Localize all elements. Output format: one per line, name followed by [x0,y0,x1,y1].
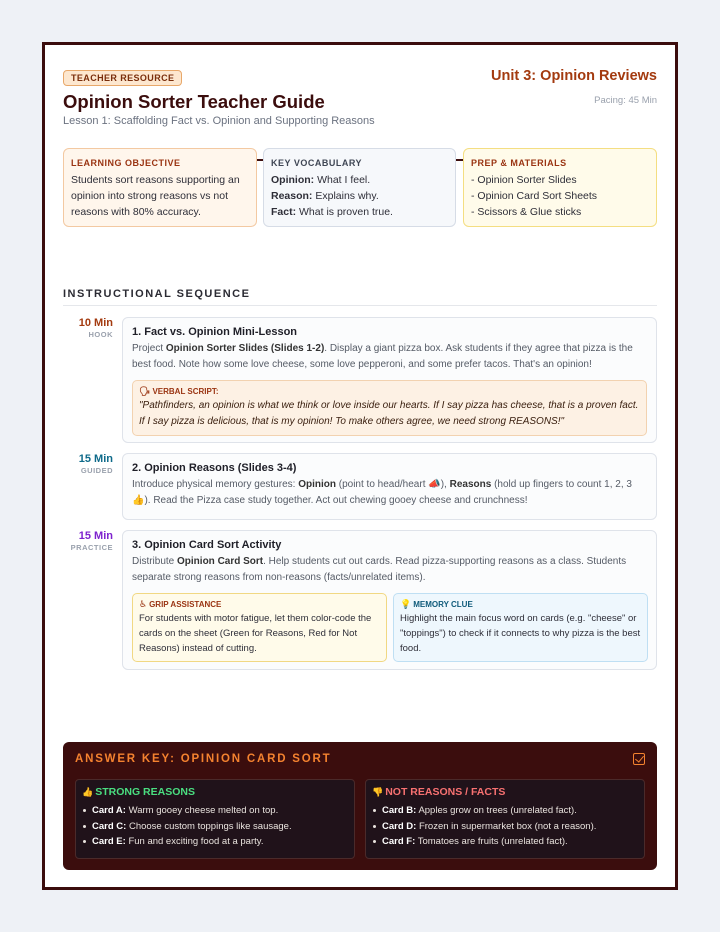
grip-assistance-text: For students with motor fatigue, let them color-code the cards on the sheet (Green for Reasons, Red for Not Reasons) instead of cutting. [139,613,372,654]
sequence-heading: INSTRUCTIONAL SEQUENCE [63,288,657,306]
list-item: Card E: Fun and exciting food at a party. [82,834,348,850]
thumbs-up-icon: 👍 [82,787,94,797]
not-reasons-column [365,779,645,859]
grip-assistance-box [132,593,387,662]
step-card [122,530,657,670]
prep-materials-box [463,148,657,227]
vocab-definition: What is proven true. [299,206,393,218]
vocab-item [271,188,448,204]
step-title: 2. Opinion Reasons (Slides 3-4) [132,462,297,474]
accessibility-icon: ♿ [139,599,148,609]
step-time [63,317,113,339]
step-time [63,453,113,475]
answer-key-title: ANSWER KEY: OPINION CARD SORT [75,753,332,765]
step-title: 1. Fact vs. Opinion Mini-Lesson [132,326,298,338]
speaker-icon: 🗣 [139,386,151,396]
step-body: Distribute Opinion Card Sort. Help students cut out cards. Read pizza-supporting reasons as a class. Students separate strong reasons from non-reasons (facts/unrelated items). [132,556,627,583]
lesson-subtitle: Lesson 1: Scaffolding Fact vs. Opinion and Supporting Reasons [63,115,375,127]
header [63,67,657,161]
step-phase: HOOK [88,330,113,339]
step-card [122,453,657,520]
materials-item: - Opinion Card Sort Sheets [471,190,598,202]
list-item: Card F: Tomatoes are fruits (unrelated fact). [372,834,638,850]
key-vocabulary-box [263,148,456,227]
step-phase: PRACTICE [70,543,113,552]
lightbulb-icon: 💡 [400,599,412,609]
memory-clue-label: 💡 MEMORY CLUE [400,599,473,609]
objective-heading: LEARNING OBJECTIVE [71,158,181,168]
list-item: Card B: Apples grow on trees (unrelated fact). [372,803,638,819]
step-minutes: 10 Min [78,317,113,329]
step-phase: GUIDED [80,466,113,475]
page-title: Opinion Sorter Teacher Guide [63,91,325,112]
not-reasons-list [372,803,638,850]
objective-line: Students sort reasons supporting an [71,174,240,186]
learning-objective-box [63,148,257,227]
materials-item: - Opinion Sorter Slides [471,174,577,186]
resource-badge: TEACHER RESOURCE [63,70,182,86]
vocab-definition: What I feel. [317,174,371,186]
step-minutes: 15 Min [78,453,113,465]
unit-title: Unit 3: Opinion Reviews [491,68,657,84]
strong-reasons-column [75,779,355,859]
step-card [122,317,657,443]
step-title: 3. Opinion Card Sort Activity [132,539,282,551]
step-minutes: 15 Min [78,530,113,542]
step-body: Introduce physical memory gestures: Opinion (point to head/heart 📣), Reasons (hold up fingers to count 1, 2, 3 👍). Read the Pizza case study together. Act out chewing gooey cheese and crunchness! [132,479,632,506]
memory-clue-box [393,593,648,662]
teacher-guide-page [42,42,678,890]
vocab-definition: Explains why. [315,190,379,202]
list-item: Card D: Frozen in supermarket box (not a reason). [372,819,638,835]
verbal-script-box [132,380,647,436]
list-item: Card C: Choose custom toppings like sausage. [82,819,348,835]
grip-assistance-label: ♿ GRIP ASSISTANCE [139,599,222,609]
checkbox-icon [633,753,645,765]
objective-line: reasons with 80% accuracy. [71,206,201,218]
pacing-label: Pacing: 45 Min [594,95,657,106]
materials-heading: PREP & MATERIALS [471,158,567,168]
vocab-term: Reason: [271,190,313,202]
support-boxes [132,593,647,662]
page-content [63,67,657,847]
info-boxes [63,148,657,227]
materials-item: - Scissors & Glue sticks [471,206,582,218]
vocabulary-heading: KEY VOCABULARY [271,158,363,168]
strong-reasons-list [82,803,348,850]
vocab-item [271,204,448,220]
thumbs-down-icon: 👎 [372,787,384,797]
list-item: Card A: Warm gooey cheese melted on top. [82,803,348,819]
vocab-item [271,172,448,188]
verbal-script-label: 🗣 VERBAL SCRIPT: [139,386,219,396]
answer-key-panel [63,742,657,870]
strong-reasons-heading: 👍 STRONG REASONS [82,786,195,798]
not-reasons-heading: 👎 NOT REASONS / FACTS [372,786,506,798]
step-time [63,530,113,552]
verbal-script-text: "Pathfinders, an opinion is what we think or love inside our hearts. If I say pizza has cheese, that is a proven fact. If I say pizza is delicious, that is my opinion! To make others agree, we need strong REASONS!" [139,400,639,427]
thumbs-up-icon: 👍 [132,495,145,506]
vocab-term: Opinion: [271,174,315,186]
megaphone-icon: 📣 [428,479,441,490]
memory-clue-text: Highlight the main focus word on cards (e.g. "cheese" or "toppings") to check if it connects to why pizza is the best food. [400,613,641,654]
objective-line: opinion into strong reasons vs not [71,190,229,202]
vocab-term: Fact: [271,206,297,218]
step-body: Project Opinion Sorter Slides (Slides 1-2). Display a giant pizza box. Ask students if they agree that pizza is the best food. Note how some love cheese, some love pepperoni, and some prefer tacos. That's an opinion! [132,343,633,370]
